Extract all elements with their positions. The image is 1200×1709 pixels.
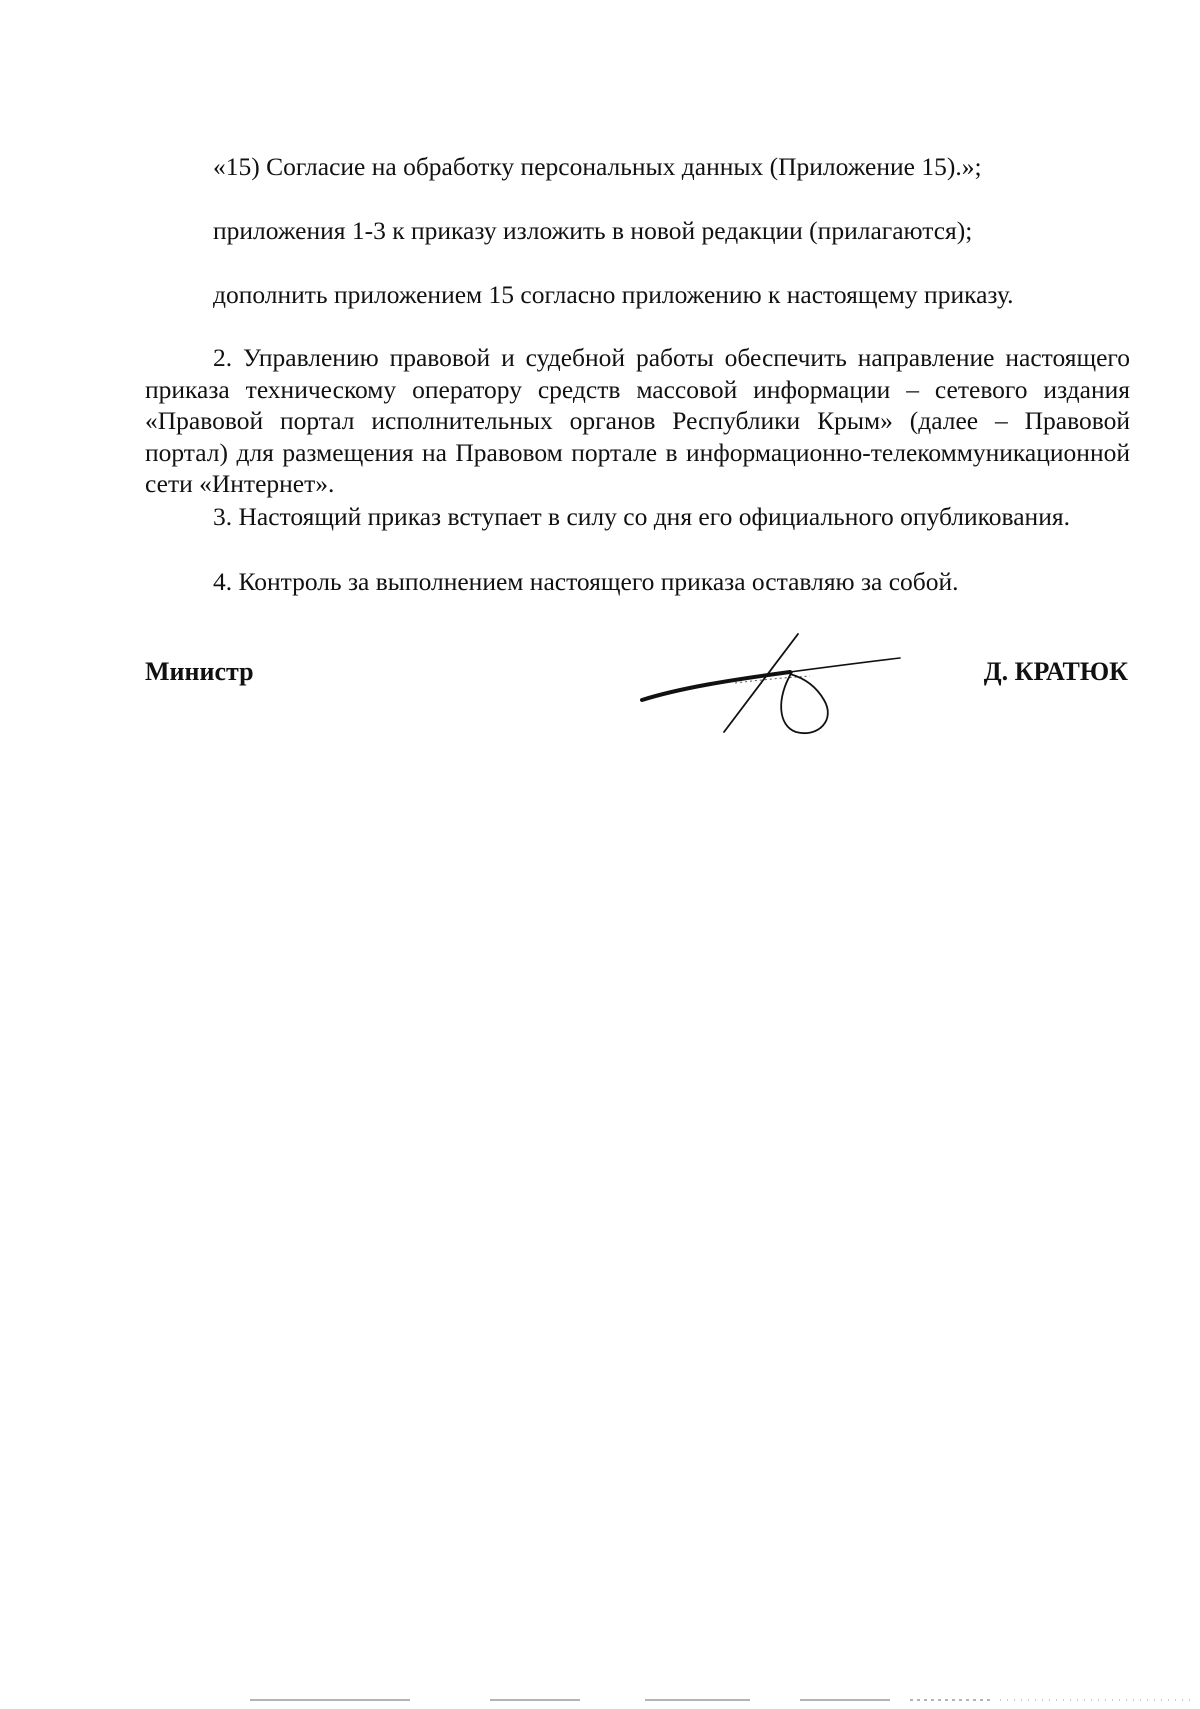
amendment-appendix-15: дополнить приложением 15 согласно приложению к настоящему приказу.	[213, 280, 1014, 309]
amendment-appendices-1-3: приложения 1-3 к приказу изложить в новой редакции (прилагаются);	[213, 216, 973, 245]
signer-title: Министр	[145, 657, 254, 686]
paragraph-3: 3. Настоящий приказ вступает в силу со дня его официального опубликования.	[213, 502, 1070, 531]
amendment-item-15: «15) Согласие на обработку персональных данных (Приложение 15).»;	[213, 152, 982, 181]
paragraph-4: 4. Контроль за выполнением настоящего приказа оставляю за собой.	[213, 567, 959, 596]
signer-name: Д. КРАТЮК	[983, 657, 1128, 686]
handwritten-signature	[640, 628, 930, 738]
paragraph-2: 2. Управлению правовой и судебной работы обеспечить направление настоящего приказа техническому оператору средств массовой информации – сетевого издания «Правовой портал исполнительных органов Республики Крым» (далее – Правовой портал) для размещения на Правовом портале в информационно-телекоммуникационной сети «Интернет».	[145, 343, 1130, 498]
